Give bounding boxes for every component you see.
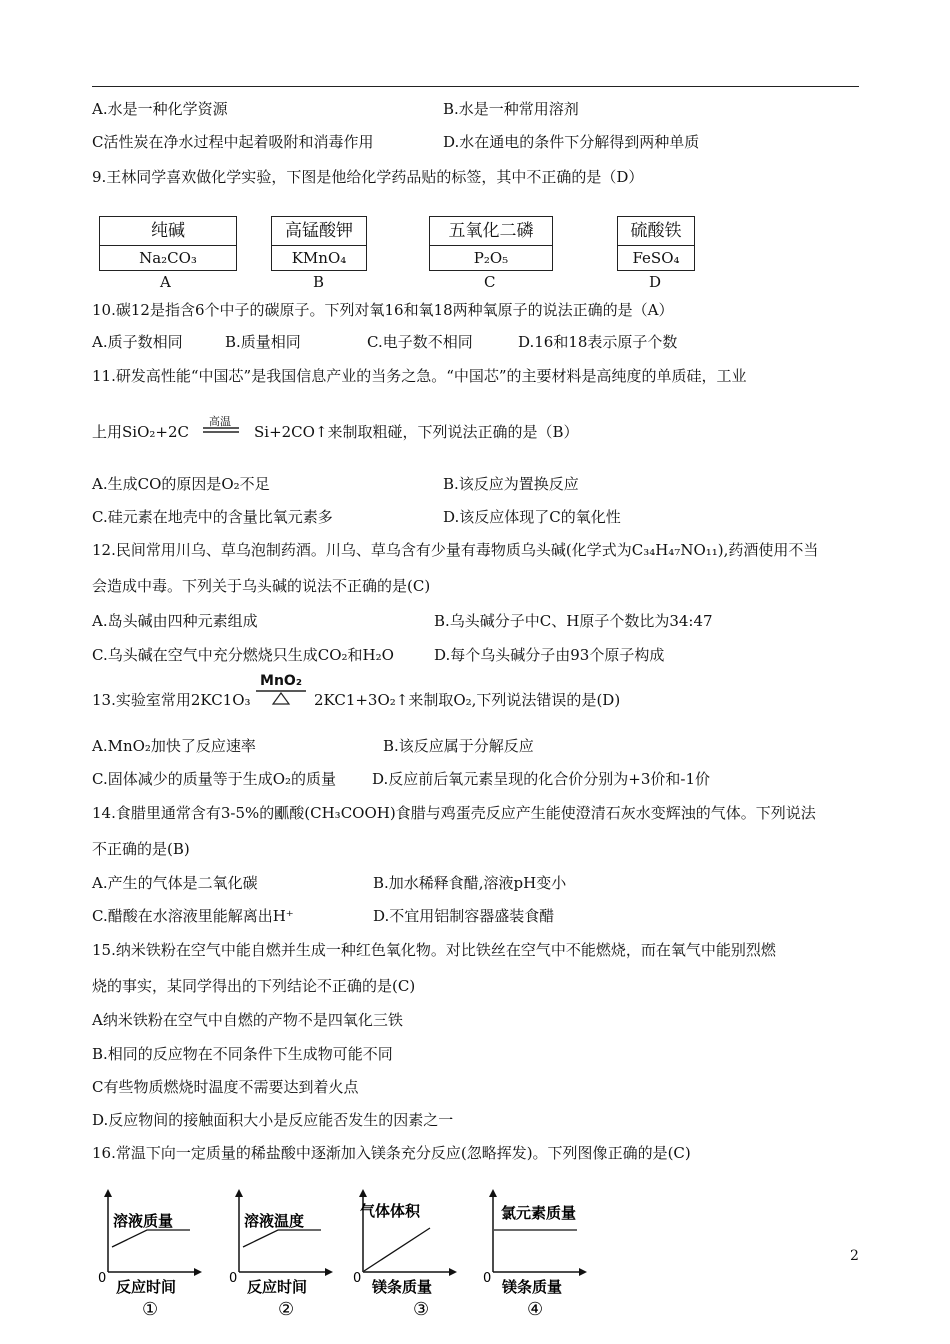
q15-option-a: A纳米铁粉在空气中自燃的产物不是四氧化三铁 — [92, 1011, 403, 1029]
q11-option-d: D.该反应体现了C的氧化性 — [443, 508, 621, 526]
q11-option-c: C.硅元素在地壳中的含量比氧元素多 — [92, 508, 333, 526]
q12-option-c: C.乌头碱在空气中充分燃烧只生成CO₂和H₂O — [92, 646, 394, 664]
q10-option-d: D.16和18表示原子个数 — [518, 333, 678, 351]
graph-2-x-arrow — [325, 1268, 333, 1276]
graph-1-y-arrow — [104, 1189, 112, 1197]
graph-2-origin: 0 — [229, 1271, 238, 1286]
q13-option-d: D.反应前后氧元素呈现的化合价分别为+3价和-1价 — [372, 770, 710, 788]
q8-option-d: D.水在通电的条件下分解得到两种单质 — [443, 133, 700, 151]
q14-option-c: C.醋酸在水溶液里能解离出H⁺ — [92, 907, 294, 925]
q8-option-a: A.水是一种化学资源 — [92, 100, 228, 118]
graph-3-x-arrow — [449, 1268, 457, 1276]
graph-3 — [350, 1188, 470, 1323]
label-b-letter: B — [313, 273, 325, 291]
q12-stem-line2: 会造成中毒。下列关于乌头碱的说法不正确的是(C) — [92, 577, 431, 595]
graph-1-index: ① — [142, 1299, 159, 1320]
label-d-name: 硫酸铁 — [618, 217, 694, 246]
label-a — [99, 216, 237, 271]
q15-stem-line2: 烧的事实，某同学得出的下列结论不正确的是(C) — [92, 977, 416, 995]
label-b-name: 高锰酸钾 — [272, 217, 366, 246]
q10-option-c: C.电子数不相同 — [367, 333, 473, 351]
q14-option-a: A.产生的气体是二氧化碳 — [92, 874, 258, 892]
page-number: 2 — [850, 1248, 859, 1264]
graph-2-y-arrow — [235, 1189, 243, 1197]
label-b-formula: KMnO₄ — [291, 249, 347, 267]
q11-option-a: A.生成CO的原因是O₂不足 — [92, 475, 270, 493]
q13-heat-triangle-icon — [256, 690, 306, 706]
q10-stem: 10.碳12是指含6个中子的碳原子。下列对氧16和氧18两种氧原子的说法正确的是（A） — [92, 301, 674, 319]
graph-2 — [226, 1188, 346, 1323]
q12-option-a: A.岛头碱由四种元素组成 — [92, 612, 258, 630]
q13-option-a: A.MnO₂加快了反应速率 — [92, 737, 256, 755]
q15-stem-line1: 15.纳米铁粉在空气中能自燃并生成一种红色氧化物。对比铁丝在空气中不能燃烧，而在氧气中能别烈燃 — [92, 941, 776, 959]
q13-stem-a: 13.实验室常用2KC1O₃ — [92, 691, 251, 709]
q15-option-d: D.反应物间的接触面积大小是反应能否发生的因素之一 — [92, 1111, 454, 1129]
q11-condition: 高温 — [209, 415, 231, 428]
q13-option-b: B.该反应属于分解反应 — [383, 737, 534, 755]
q11-stem-line1: 11.研发高性能“中国芯”是我国信息产业的当务之急。“中国芯”的主要材料是高纯度的单质硅，工业 — [92, 367, 747, 385]
graph-4-origin: 0 — [483, 1271, 492, 1286]
q11-equals-sign — [203, 426, 239, 434]
label-d-letter: D — [649, 273, 662, 291]
label-c-letter: C — [484, 273, 496, 291]
graph-4 — [480, 1188, 600, 1323]
q13-catalyst: MnO₂ — [260, 673, 302, 689]
graph-1 — [95, 1188, 215, 1323]
q13-stem-b: 2KC1+3O₂↑来制取O₂,下列说法错误的是(D) — [314, 691, 621, 709]
q12-stem-line1: 12.民间常用川乌、草乌泡制药酒。川乌、草乌含有少量有毒物质乌头碱(化学式为C₃₄H₄₇NO₁₁),药酒使用不当 — [92, 541, 819, 559]
q14-option-d: D.不宜用铝制容器盛装食醋 — [373, 907, 555, 925]
graph-2-ylabel: 溶液温度 — [244, 1212, 305, 1230]
label-c-name: 五氧化二磷 — [430, 217, 552, 246]
q12-option-b: B.乌头碱分子中C、H原子个数比为34:47 — [434, 612, 713, 630]
q10-option-b: B.质量相同 — [225, 333, 301, 351]
graph-2-xlabel: 反应时间 — [247, 1278, 308, 1296]
graph-3-origin: 0 — [353, 1271, 362, 1286]
header-rule — [92, 86, 859, 87]
graph-4-y-arrow — [489, 1189, 497, 1197]
label-b — [271, 216, 367, 271]
graph-1-ylabel: 溶液质量 — [113, 1212, 174, 1230]
q13-option-c: C.固体减少的质量等于生成O₂的质量 — [92, 770, 337, 788]
q12-option-d: D.每个乌头碱分子由93个原子构成 — [434, 646, 665, 664]
label-a-formula: Na₂CO₃ — [139, 249, 197, 267]
q16-stem: 16.常温下向一定质量的稀盐酸中逐渐加入镁条充分反应(忽略挥发)。下列图像正确的是(C) — [92, 1144, 691, 1162]
graph-3-ylabel: 气体体积 — [360, 1202, 421, 1220]
label-d — [617, 216, 695, 271]
q8-option-c: C活性炭在净水过程中起着吸附和消毒作用 — [92, 133, 374, 151]
label-a-letter: A — [160, 273, 171, 291]
graph-1-origin: 0 — [98, 1271, 107, 1286]
graph-4-index: ④ — [527, 1299, 544, 1320]
graph-4-ylabel: 氯元素质量 — [501, 1204, 577, 1222]
q9-stem: 9.王林同学喜欢做化学实验，下图是他给化学药品贴的标签，其中不正确的是（D） — [92, 168, 644, 186]
graph-3-xlabel: 镁条质量 — [372, 1278, 433, 1296]
label-a-name: 纯碱 — [100, 217, 236, 246]
q15-option-c: C有些物质燃烧时温度不需要达到着火点 — [92, 1078, 359, 1096]
q15-option-b: B.相同的反应物在不同条件下生成物可能不同 — [92, 1045, 393, 1063]
graph-3-curve — [364, 1228, 430, 1271]
label-c — [429, 216, 553, 271]
q14-stem-line2: 不正确的是(B) — [92, 840, 190, 858]
q14-option-b: B.加水稀释食醋,溶液pH变小 — [373, 874, 567, 892]
graph-2-curve — [243, 1230, 321, 1247]
graph-2-index: ② — [278, 1299, 295, 1320]
graph-1-curve — [112, 1230, 190, 1247]
q11-stem-line2b: Si+2CO↑来制取粗碰，下列说法正确的是（B） — [254, 423, 579, 441]
q11-stem-line2a: 上用SiO₂+2C — [92, 423, 189, 441]
graph-3-index: ③ — [413, 1299, 430, 1320]
graph-1-x-arrow — [194, 1268, 202, 1276]
q11-option-b: B.该反应为置换反应 — [443, 475, 579, 493]
q14-stem-line1: 14.食腊里通常含有3-5%的爴酸(CH₃COOH)食腊与鸡蛋壳反应产生能使澄清石灰水变辉浊的气体。下列说法 — [92, 804, 816, 822]
label-d-formula: FeSO₄ — [632, 249, 680, 267]
graph-4-xlabel: 镁条质量 — [502, 1278, 563, 1296]
graph-4-x-arrow — [579, 1268, 587, 1276]
graph-1-xlabel: 反应时间 — [116, 1278, 177, 1296]
q8-option-b: B.水是一种常用溶剂 — [443, 100, 579, 118]
label-c-formula: P₂O₅ — [473, 249, 509, 267]
q10-option-a: A.质子数相同 — [92, 333, 183, 351]
graph-3-y-arrow — [359, 1189, 367, 1197]
